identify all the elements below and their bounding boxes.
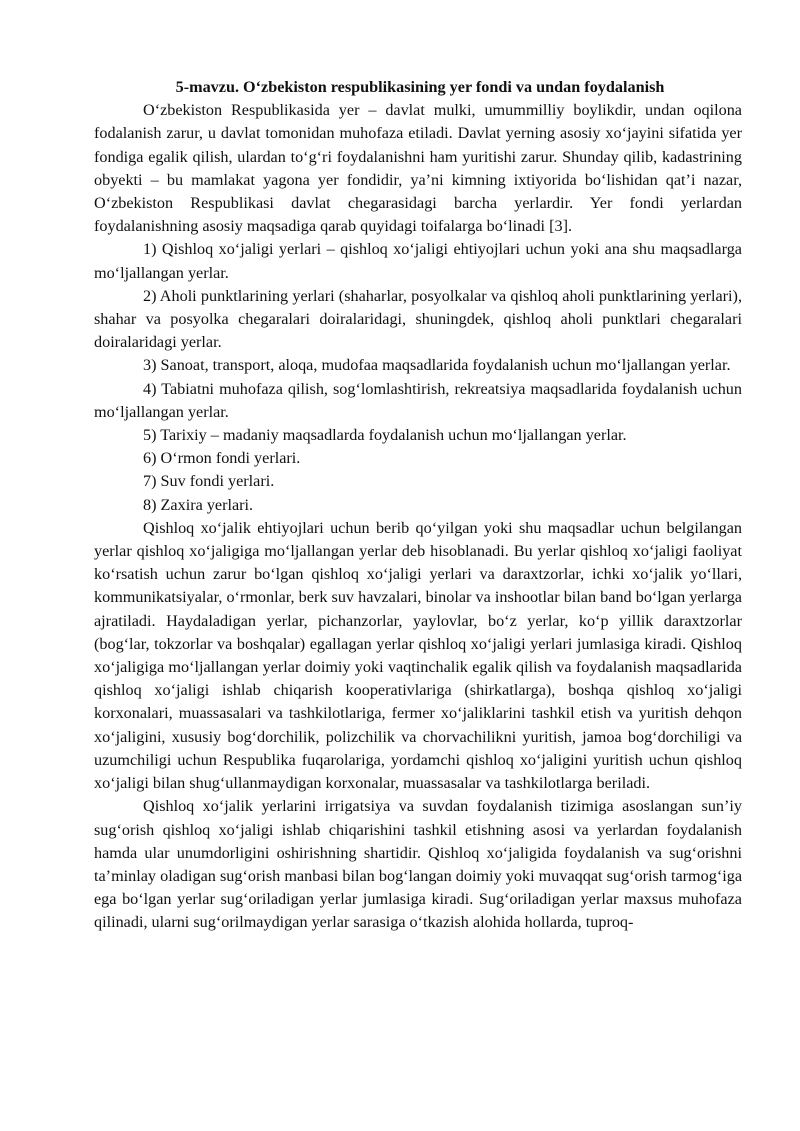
list-item: 3) Sanoat, transport, aloqa, mudofaa maqsadlarida foydalanish uchun moʻljallangan yerlar.	[143, 356, 731, 375]
list-item: 1) Qishloq xoʻjaligi yerlari – qishloq xoʻjaligi ehtiyojlari uchun yoki ana shu maqsadlarga moʻljallangan yerlar.	[94, 240, 742, 282]
list-item: 2) Aholi punktlarining yerlari (shaharlar, posyolkalar va qishloq aholi punktlarining yerlari), shahar va posyolka chegaralari doiralaridagi, shuningdek, qishloq aholi punktlari chegaralari doiralaridagi yerlar.	[94, 286, 742, 352]
page-title: 5-mavzu. Oʻzbekiston respublikasining yer fondi va undan foydalanish	[175, 78, 665, 96]
list-item: 5) Tarixiy – madaniy maqsadlarda foydalanish uchun moʻljallangan yerlar.	[143, 426, 627, 445]
list-item: 6) Oʻrmon fondi yerlari.	[143, 449, 301, 468]
list-item: 8) Zaxira yerlari.	[143, 495, 254, 514]
list-item: 4) Tabiatni muhofaza qilish, sogʻlomlashtirish, rekreatsiya maqsadlarida foydalanish uchun moʻljallangan yerlar.	[94, 379, 742, 421]
list-item: 7) Suv fondi yerlari.	[143, 472, 275, 491]
body-paragraph: Qishloq xoʻjalik yerlarini irrigatsiya va suvdan foydalanish tizimiga asoslangan sunʼiy sugʻorish qishloq xoʻjaligi ishlab chiqarishini tashkil etishning asosi va yerlardan foydalanish hamda ular unumdorligini oshirishning shartidir. Qishloq xoʻjaligida foydalanish va sugʻorishni taʼminlay oladigan sugʻorish manbasi bilan bogʻlangan doimiy yoki muvaqqat sugʻorish tarmogʻiga ega boʻlgan yerlar sugʻoriladigan yerlar jumlasiga kiradi. Sugʻoriladigan yerlar maxsus muhofaza qilinadi, ularni sugʻorilmaydigan yerlar sarasiga oʻtkazish alohida hollarda, tuproq-	[94, 797, 742, 932]
body-paragraph: Qishloq xoʻjalik ehtiyojlari uchun berib qoʻyilgan yoki shu maqsadlar uchun belgilangan yerlar qishloq xoʻjaligiga moʻljallangan yerlar deb hisoblanadi. Bu yerlar qishloq xoʻjaligi faoliyat koʻrsatish uchun zarur boʻlgan qishloq xoʻjaligi yerlari va daraxtzorlar, ichki xoʻjalik yoʻllari, kommunikatsiyalar, oʻrmonlar, berk suv havzalari, binolar va inshootlar bilan band boʻlgan yerlarga ajratiladi. Haydaladigan yerlar, pichanzorlar, yaylovlar, boʻz yerlar, koʻp yillik daraxtzorlar (bogʻlar, tokzorlar va boshqalar) egallagan yerlar qishloq xoʻjaligi yerlari jumlasiga kiradi. Qishloq xoʻjaligiga moʻljallangan yerlar doimiy yoki vaqtinchalik egalik qilish va foydalanish maqsadlarida qishloq xoʻjaligi ishlab chiqarish kooperativlariga (shirkatlarga), boshqa qishloq xoʻjaligi korxonalari, muassasalari va tashkilotlariga, fermer xoʻjaliklarini tashkil etish va yuritish dehqon xoʻjaligini, xususiy bogʻdorchilik, polizchilik va chorvachilikni yuritish, jamoa bogʻdorchiligi va uzumchiligi uchun Respublika fuqarolariga, yordamchi qishloq xoʻjaligini yuritish uchun qishloq xoʻjaligi bilan shugʻullanmaydigan korxonalar, muassasalar va tashkilotlarga beriladi.	[94, 518, 742, 793]
intro-paragraph: Oʻzbekiston Respublikasida yer – davlat mulki, umummilliy boylikdir, undan oqilona fodalanish zarur, u davlat tomonidan muhofaza etiladi. Davlat yerning asosiy xoʻjayini sifatida yer fondiga egalik qilish, ulardan toʻgʻri foydalanishni ham yuritishi zarur. Shunday qilib, kadastrining obyekti – bu mamlakat yagona yer fondidir, yaʼni kimning ixtiyorida boʻlishidan qatʼi nazar, Oʻzbekiston Respublikasi davlat chegarasidagi barcha yerlardir. Yer fondi yerlardan foydalanishning asosiy maqsadiga qarab quyidagi toifalarga boʻlinadi [3].	[94, 101, 742, 236]
document-page	[94, 76, 742, 935]
